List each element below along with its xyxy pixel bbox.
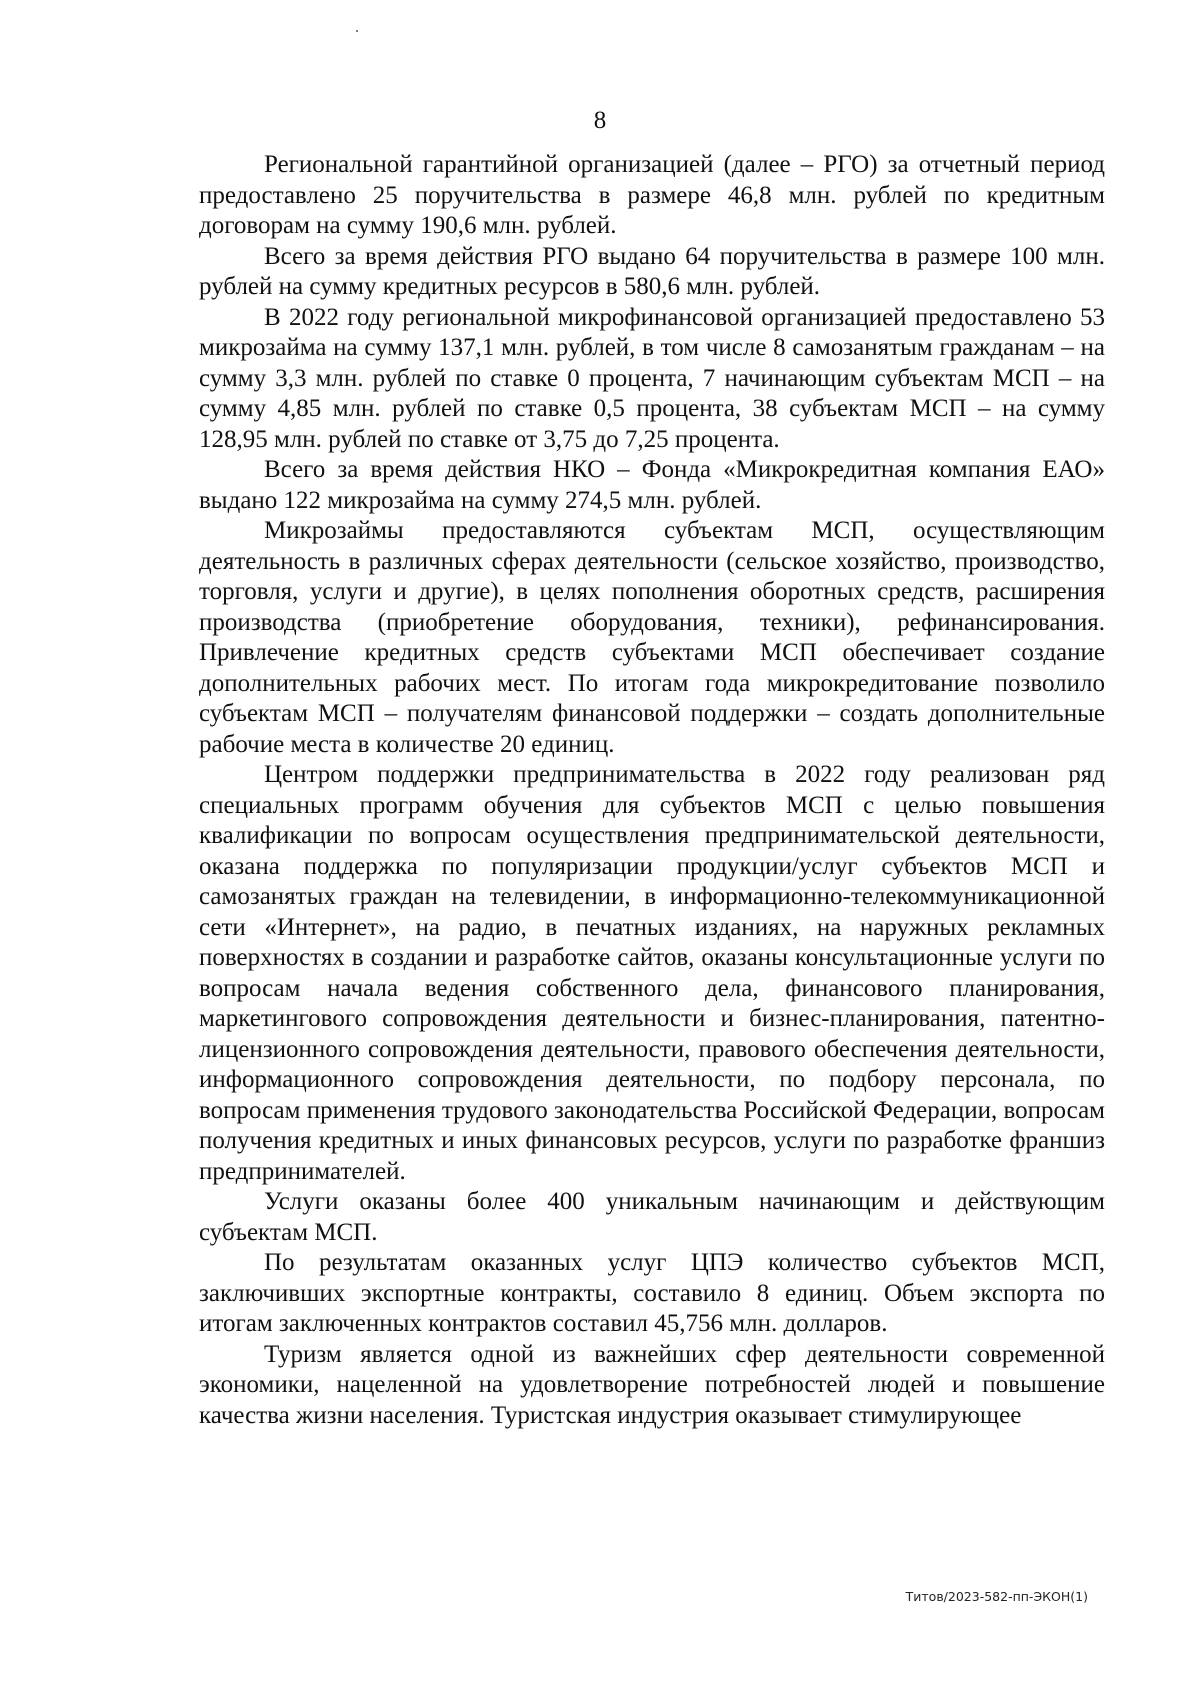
paragraph-services-count: Услуги оказаны более 400 уникальным начинающим и действующим субъектам МСП.	[199, 1188, 1105, 1246]
paragraph-rgo-total: Всего за время действия РГО выдано 64 поручительства в размере 100 млн. рублей на сумму кредитных ресурсов в 580,6 млн. рублей.	[199, 242, 1105, 300]
paragraph-tourism: Туризм является одной из важнейших сфер деятельности современной экономики, нацеленной на удовлетворение потребностей людей и повышение качества жизни населения. Туристская индустрия оказывает стимулирующее	[199, 1340, 1105, 1429]
page-number: 8	[593, 107, 607, 134]
paragraph-microloans-2022: В 2022 году региональной микрофинансовой организацией предоставлено 53 микрозайма на сумму 137,1 млн. рублей, в том числе 8 самозанятым гражданам – на сумму 3,3 млн. рублей по ставке 0 процента, 7 начинающим субъектам МСП – на сумму 4,85 млн. рублей по ставке 0,5 процента, 38 субъектам МСП – на сумму 128,95 млн. рублей по ставке от 3,75 до 7,25 процента.	[199, 303, 1105, 453]
paragraph-nko-fund-total: Всего за время действия НКО – Фонда «Микрокредитная компания ЕАО» выдано 122 микрозайма на сумму 274,5 млн. рублей.	[199, 456, 1105, 514]
scan-speck	[356, 30, 358, 32]
paragraph-support-center: Центром поддержки предпринимательства в 2022 году реализован ряд специальных программ обучения для субъектов МСП с целью повышения квалификации по вопросам осуществления предпринимательской деятельности, оказана поддержка по популяризации продукции/услуг субъектов МСП и самозанятых граждан на телевидении, в информационно-телекоммуникационной сети «Интернет», на радио, в печатных изданиях, на наружных рекламных поверхностях в создании и разработке сайтов, оказаны консультационные услуги по вопросам начала ведения собственного дела, финансового планирования, маркетингового сопровождения деятельности и бизнес-планирования, патентно-лицензионного сопровождения деятельности, правового обеспечения деятельности, информационного сопровождения деятельности, по подбору персонала, по вопросам применения трудового законодательства Российской Федерации, вопросам получения кредитных и иных финансовых ресурсов, услуги по разработке франшиз предпринимателей.	[199, 761, 1105, 1185]
document-body	[199, 150, 1105, 1431]
paragraph-microloans-purpose: Микрозаймы предоставляются субъектам МСП, осуществляющим деятельность в различных сферах деятельности (сельское хозяйство, производство, торговля, услуги и другие), в целях пополнения оборотных средств, расширения производства (приобретение оборудования, техники), рефинансирования. Привлечение кредитных средств субъектами МСП обеспечивает создание дополнительных рабочих мест. По итогам года микрокредитование позволило субъектам МСП – получателям финансовой поддержки – создать дополнительные рабочие места в количестве 20 единиц.	[199, 517, 1105, 758]
paragraph-rgo-guarantees: Региональной гарантийной организацией (далее – РГО) за отчетный период предоставлено 25 поручительства в размере 46,8 млн. рублей по кредитным договорам на сумму 190,6 млн. рублей.	[199, 151, 1105, 239]
document-footer-code: Титов/2023-582-пп-ЭКОН(1)	[905, 1589, 1088, 1604]
paragraph-export-results: По результатам оказанных услуг ЦПЭ количество субъектов МСП, заключивших экспортные контракты, составило 8 единиц. Объем экспорта по итогам заключенных контрактов составил 45,756 млн. долларов.	[199, 1249, 1105, 1337]
